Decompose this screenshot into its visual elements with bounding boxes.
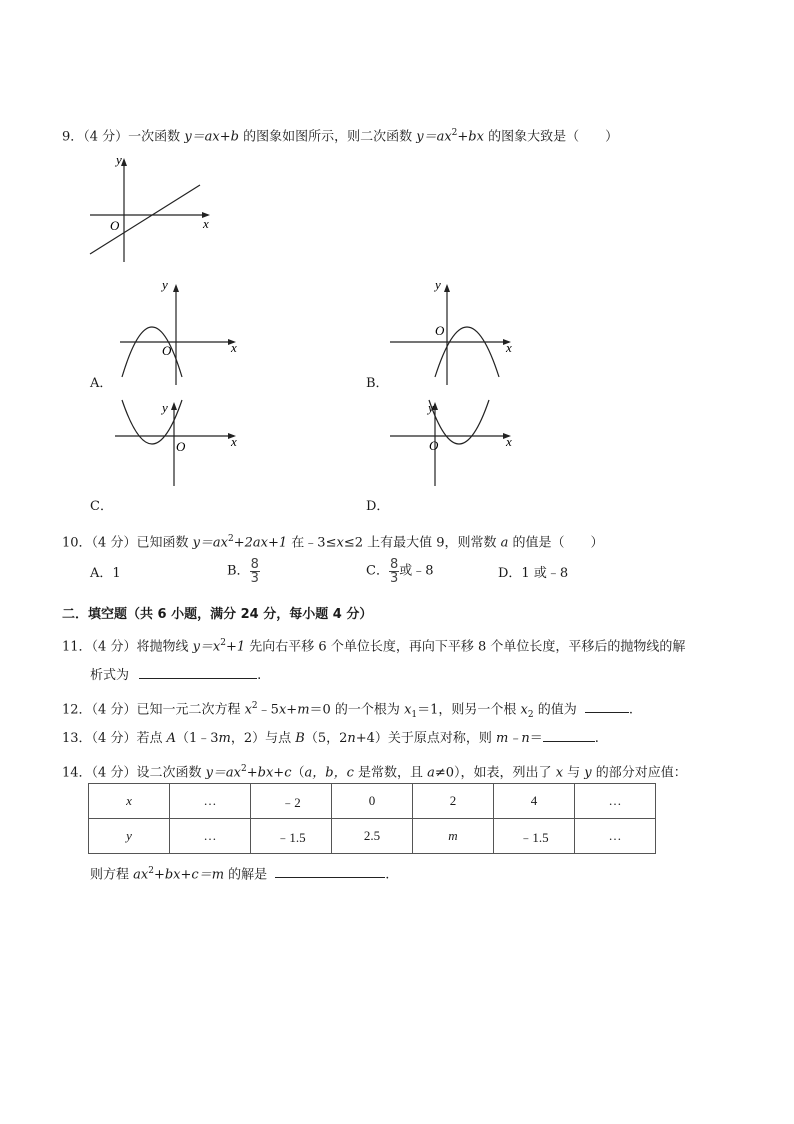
fraction-numerator: 8 — [250, 557, 259, 572]
x-axis-label: x — [506, 340, 512, 355]
q14-var-x: x — [555, 765, 564, 781]
q11-equation: y＝x — [192, 639, 221, 655]
q11-period: . — [257, 668, 262, 683]
y-axis-arrow-icon — [121, 158, 127, 166]
table-cell: ﹣1.5 — [251, 819, 332, 854]
y-axis-label: y — [162, 400, 168, 415]
q10-option-c-tail: 或﹣8 — [399, 563, 434, 579]
table-cell: 4 — [494, 784, 575, 819]
origin-label: O — [162, 343, 172, 358]
table-cell: m — [413, 819, 494, 854]
q13-point-a: A — [166, 731, 176, 746]
table-cell: y — [89, 819, 170, 854]
option-a-graph — [110, 272, 250, 387]
q9-stem-text-a: 9．（4 分）一次函数 — [62, 129, 185, 145]
option-c-graph — [110, 398, 250, 488]
q9-quadratic-equation-tail: +bx — [457, 129, 484, 145]
q14-foot-text-a: 则方程 — [90, 867, 134, 883]
option-c-label[interactable]: C． — [90, 499, 113, 514]
table-cell: … — [575, 819, 656, 854]
table-row-y — [89, 819, 656, 854]
q14-var-a: a — [427, 765, 435, 781]
q14-value-table — [88, 783, 656, 854]
q14-function: y＝ax — [205, 765, 242, 781]
q13-text-b: （1﹣3 — [175, 731, 219, 746]
fraction-8-3 — [389, 558, 399, 585]
q14-var-y: y — [584, 765, 592, 781]
q14-constants: a，b，c — [304, 765, 354, 781]
q12-subscript-1: 1 — [411, 709, 418, 720]
q9-exponent: 2 — [451, 128, 458, 138]
option-b-graph — [385, 272, 525, 387]
q9-stem — [62, 124, 618, 146]
q13-var-m: m — [218, 731, 231, 746]
table-cell: … — [170, 784, 251, 819]
q13-text-c: ，2）与点 — [230, 731, 296, 746]
q12-var-x2: x — [278, 702, 287, 718]
q10-option-b-label: B． — [227, 563, 250, 579]
q10-function-tail: +2ax+1 — [233, 535, 288, 551]
q14-text-b: （ — [291, 765, 305, 781]
q14-text-f: 的部分对应值： — [591, 765, 687, 781]
table-cell: ﹣2 — [251, 784, 332, 819]
option-d-graph — [385, 398, 525, 488]
x-axis-label: x — [506, 434, 512, 449]
table-cell: … — [170, 819, 251, 854]
parabola-curve — [122, 327, 182, 377]
origin-label: O — [110, 218, 120, 233]
q12-var-x: x — [244, 702, 252, 718]
q12-text-g: 的值为 — [533, 702, 577, 718]
q14-foot-exponent: 2 — [148, 866, 154, 876]
q13-equals: ＝ — [529, 731, 543, 746]
q12-period: . — [628, 702, 634, 718]
q10-stem — [62, 530, 604, 552]
fraction-denominator: 3 — [389, 571, 399, 586]
q14-text-c: 是常数，且 — [353, 765, 428, 781]
q14-footer — [90, 862, 389, 884]
x-axis-label: x — [203, 216, 209, 231]
q12-plus: + — [286, 702, 298, 718]
q9-stem-text-b: 的图象如图所示，则二次函数 — [238, 129, 417, 145]
option-b-label[interactable]: B． — [366, 376, 389, 391]
q13-text-a: 13．（4 分）若点 — [62, 731, 167, 746]
q10-option-c-label: C． — [366, 563, 389, 579]
q14-answer-blank[interactable] — [275, 865, 385, 878]
q11-text-b: 先向右平移 6 个单位长度，再向下平移 8 个单位长度，平移后的抛物线的解 — [245, 639, 686, 655]
q13-answer-blank[interactable] — [543, 729, 595, 742]
q14-text-a: 14．（4 分）设二次函数 — [62, 765, 206, 781]
q12-exponent: 2 — [251, 701, 258, 711]
q13-var-n: n — [347, 731, 356, 746]
q10-exponent: 2 — [228, 534, 234, 544]
q14-exponent: 2 — [241, 764, 247, 774]
q9-linear-graph — [80, 150, 220, 265]
q13-text-e: +4）关于原点对称，则 — [355, 731, 497, 746]
q10-function: y＝ax — [192, 535, 229, 551]
q12-root-x1: x — [404, 702, 412, 718]
origin-label: O — [176, 439, 186, 454]
parabola-curve — [435, 327, 499, 377]
q11-line1 — [62, 634, 685, 656]
q13-expression: m﹣n — [496, 731, 530, 746]
table-cell: 2.5 — [332, 819, 413, 854]
y-axis-arrow-icon — [171, 402, 177, 410]
table-cell: ﹣1.5 — [494, 819, 575, 854]
q14-foot-equation-tail: +bx+c＝m — [153, 867, 225, 883]
q13-point-b: B — [295, 731, 305, 746]
q10-option-b[interactable] — [227, 558, 260, 585]
y-axis-label: y — [162, 277, 168, 292]
q10-variable-x: x — [336, 535, 344, 551]
q12-stem — [62, 697, 633, 724]
q10-stem-text-b: 在﹣3≤ — [287, 535, 337, 551]
table-row-x — [89, 784, 656, 819]
q10-option-d[interactable]: D．1 或﹣8 — [498, 566, 569, 581]
q13-text-d: （5，2 — [304, 731, 348, 746]
q14-stem — [62, 760, 687, 782]
q11-equation-tail: +1 — [226, 639, 246, 655]
q10-variable-a: a — [500, 535, 509, 551]
q12-text-f: ＝1，则另一个根 — [417, 702, 521, 718]
q12-text-a: 12．（4 分）已知一元二次方程 — [62, 702, 245, 718]
table-cell: x — [89, 784, 170, 819]
q9-quadratic-equation: y＝ax — [416, 129, 452, 145]
origin-label: O — [429, 438, 439, 453]
q11-line2-text: 析式为 — [90, 668, 130, 683]
q13-period: . — [594, 731, 599, 746]
y-axis-label: y — [428, 400, 434, 415]
q11-line2 — [90, 666, 261, 685]
table-cell: 2 — [413, 784, 494, 819]
q9-stem-text-c: 的图象大致是（ ） — [483, 129, 619, 145]
option-a-label[interactable]: A． — [90, 376, 113, 391]
q12-root-x2: x — [520, 702, 528, 718]
q12-subscript-2: 2 — [527, 709, 534, 720]
y-axis-arrow-icon — [173, 284, 179, 292]
y-axis-label: y — [435, 277, 441, 292]
y-axis-label: y — [116, 152, 122, 167]
linear-function-line — [90, 185, 200, 254]
q9-linear-equation: y＝ax+b — [184, 129, 239, 145]
option-d-label[interactable]: D． — [366, 499, 390, 514]
fraction-numerator: 8 — [389, 557, 399, 572]
q14-foot-equation: ax — [133, 867, 149, 883]
q12-answer-blank[interactable] — [585, 700, 629, 713]
x-axis-label: x — [231, 434, 237, 449]
q12-text-b: ﹣5 — [257, 702, 279, 718]
q14-text-d: ≠0），如表，列出了 — [434, 765, 556, 781]
q13-stem — [62, 729, 599, 748]
section-heading: 二．填空题（共 6 小题，满分 24 分，每小题 4 分） — [62, 607, 373, 622]
q14-text-e: 与 — [563, 765, 585, 781]
x-axis-label: x — [231, 340, 237, 355]
q10-option-c[interactable] — [366, 558, 434, 585]
q10-stem-text-a: 10．（4 分）已知函数 — [62, 535, 193, 551]
q12-text-e: ＝0 的一个根为 — [309, 702, 405, 718]
fraction-denominator: 3 — [250, 571, 259, 586]
fraction-8-3 — [250, 558, 260, 585]
q12-var-m: m — [297, 702, 310, 718]
q11-text-a: 11．（4 分）将抛物线 — [62, 639, 193, 655]
table-cell: … — [575, 784, 656, 819]
q10-stem-text-d: 的值是（ ） — [508, 535, 604, 551]
q11-exponent: 2 — [220, 638, 226, 648]
table-cell: 0 — [332, 784, 413, 819]
q14-foot-text-b: 的解是 — [224, 867, 268, 883]
y-axis-arrow-icon — [444, 284, 450, 292]
q10-stem-text-c: ≤2 上有最大值 9，则常数 — [343, 535, 501, 551]
origin-label: O — [435, 323, 445, 338]
q14-period: . — [385, 867, 390, 883]
q11-answer-blank[interactable] — [139, 666, 257, 679]
q14-function-tail: +bx+c — [246, 765, 292, 781]
q10-option-a[interactable]: A．1 — [90, 566, 121, 581]
